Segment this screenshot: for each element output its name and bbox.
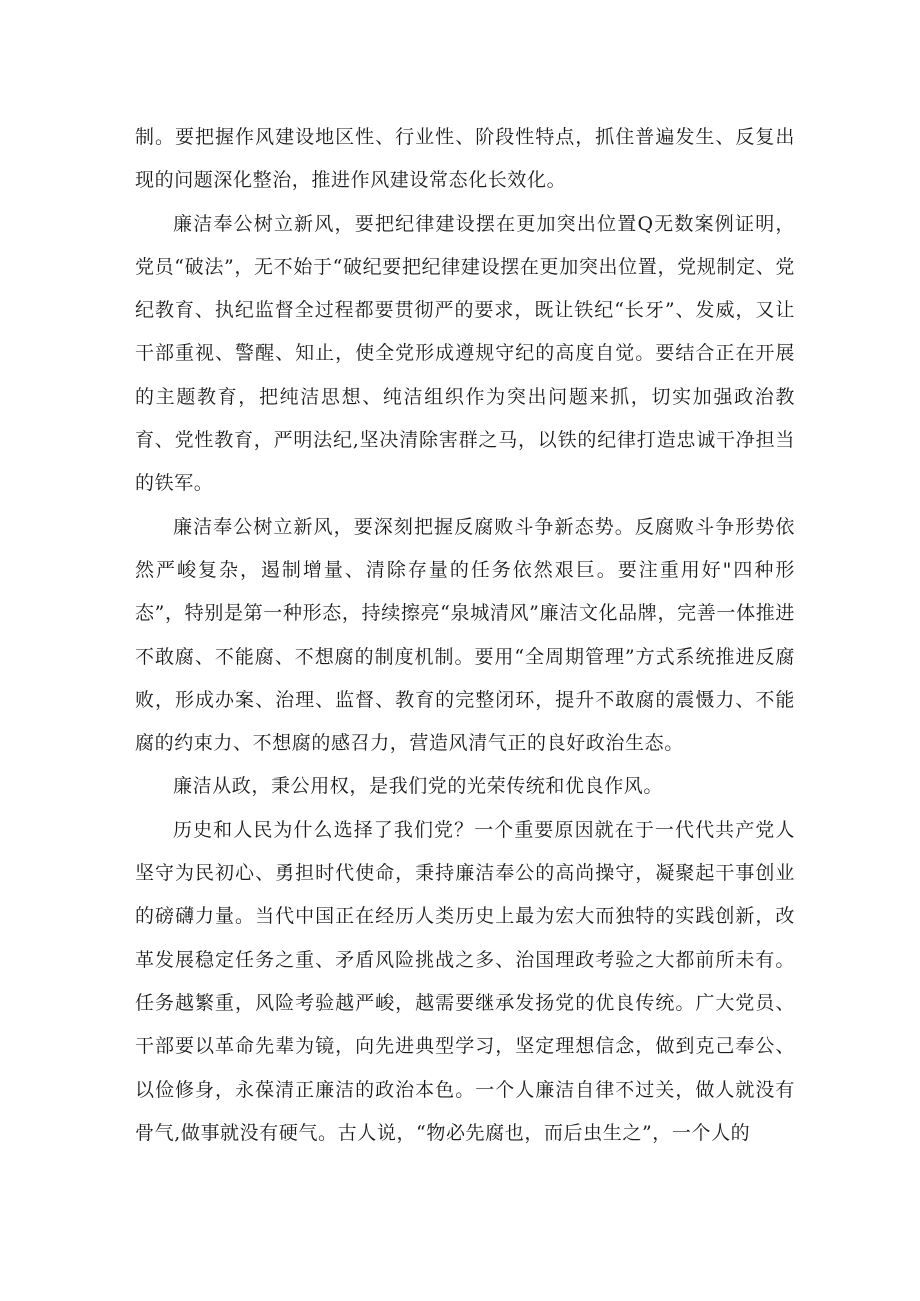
paragraph-tradition: 廉洁从政，秉公用权，是我们党的光荣传统和优良作风。 [173,775,664,798]
paragraph-discipline: 廉洁奉公树立新风，要把纪律建设摆在更加突出位置Q无数案例证明，党员“破法”，无不始于“破纪要把纪律建设摆在更加突出位置，党规制定、党纪教育、执纪监督全过程都要贯彻严的要求，既让铁纪“长牙”、发威，又让干部重视、警醒、知止，使全党形成遵规守纪的高度自觉。要结合正在开展的主题教育，把纯洁思想、纯洁组织作为突出问题来抓，切实加强政治教育、党性教育，严明法纪,坚决清除害群之马，以铁的纪律打造忠诚干净担当的铁军。 [135,212,795,495]
paragraph-continued: 制。要把握作风建设地区性、行业性、阶段性特点，抓住普遍发生、反复出现的问题深化整治，推进作风建设常态化长效化。 [135,126,795,192]
paragraph-history: 历史和人民为什么选择了我们党？一个重要原因就在于一代代共产党人坚守为民初心、勇担时代使命，秉持廉洁奉公的高尚操守，凝聚起干事创业的磅礴力量。当代中国正在经历人类历史上最为宏大而独特的实践创新，改革发展稳定任务之重、矛盾风险挑战之多、治国理政考验之大都前所未有。任务越繁重，风险考验越严峻，越需要继承发扬党的优良传统。广大党员、干部要以革命先辈为镜，向先进典型学习，坚定理想信念，做到克己奉公、以俭修身，永葆清正廉洁的政治本色。一个人廉洁自律不过关，做人就没有骨气,做事就没有硬气。古人说，“物必先腐也，而后虫生之”，一个人的 [135,818,795,1144]
body-text [135,116,795,1155]
paragraph-anticorruption: 廉洁奉公树立新风，要深刻把握反腐败斗争新态势。反腐败斗争形势依然严峻复杂，遏制增量、清除存量的任务依然艰巨。要注重用好"四种形态”，特别是第一种形态，持续擦亮“泉城清风”廉洁文化品牌，完善一体推进不敢腐、不能腐、不想腐的制度机制。要用“全周期管理”方式系统推进反腐败，形成办案、治理、监督、教育的完整闭环，提升不敢腐的震慑力、不能腐的约束力、不想腐的感召力，营造风清气正的良好政治生态。 [135,515,795,755]
